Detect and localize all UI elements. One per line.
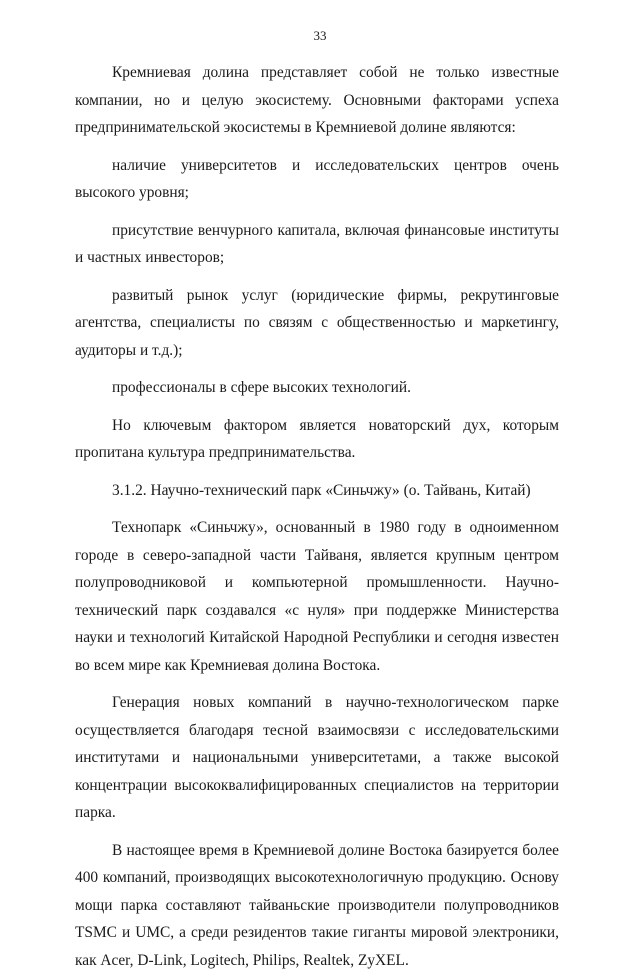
list-item-universities: наличие университетов и исследовательских центров очень высокого уровня; [75, 152, 559, 207]
list-item-venture-capital: присутствие венчурного капитала, включая финансовые институты и частных инвесторов; [75, 217, 559, 272]
list-item-professionals: профессионалы в сфере высоких технологий. [75, 374, 559, 402]
paragraph-intro: Кремниевая долина представляет собой не только известные компании, но и целую экосистему. Основными факторами успеха предпринимательской экосистемы в Кремниевой долине являются: [75, 59, 559, 142]
text-body [75, 59, 559, 974]
list-item-services-market: развитый рынок услуг (юридические фирмы, рекрутинговые агентства, специалисты по связям с общественностью и маркетингу, аудиторы и т.д.); [75, 282, 559, 365]
section-heading: 3.1.2. Научно-технический парк «Синьчжу» (о. Тайвань, Китай) [75, 477, 559, 505]
paragraph-company-generation: Генерация новых компаний в научно-технологическом парке осуществляется благодаря тесной взаимосвязи с исследовательскими институтами и национальными университетами, а также высокой концентрации высококвалифицированных специалистов на территории парка. [75, 689, 559, 827]
paragraph-residents: В настоящее время в Кремниевой долине Востока базируется более 400 компаний, производящих высокотехнологичную продукцию. Основу мощи парка составляют тайваньские производители полупроводников TSMC и UMC, а среди резидентов такие гиганты мировой электроники, как Acer, D-Link, Logitech, Philips, Realtek, ZyXEL. [75, 837, 559, 974]
page-number: 33 [0, 28, 640, 44]
paragraph-hsinchu-overview: Технопарк «Синьчжу», основанный в 1980 году в одноименном городе в северо-западной части Тайваня, является крупным центром полупроводниковой и компьютерной промышленности. Научно-технический парк создавался «с нуля» при поддержке Министерства науки и технологий Китайской Народной Республики и сегодня известен во всем мире как Кремниевая долина Востока. [75, 514, 559, 679]
paragraph-innovative-spirit: Но ключевым фактором является новаторский дух, которым пропитана культура предпринимательства. [75, 412, 559, 467]
